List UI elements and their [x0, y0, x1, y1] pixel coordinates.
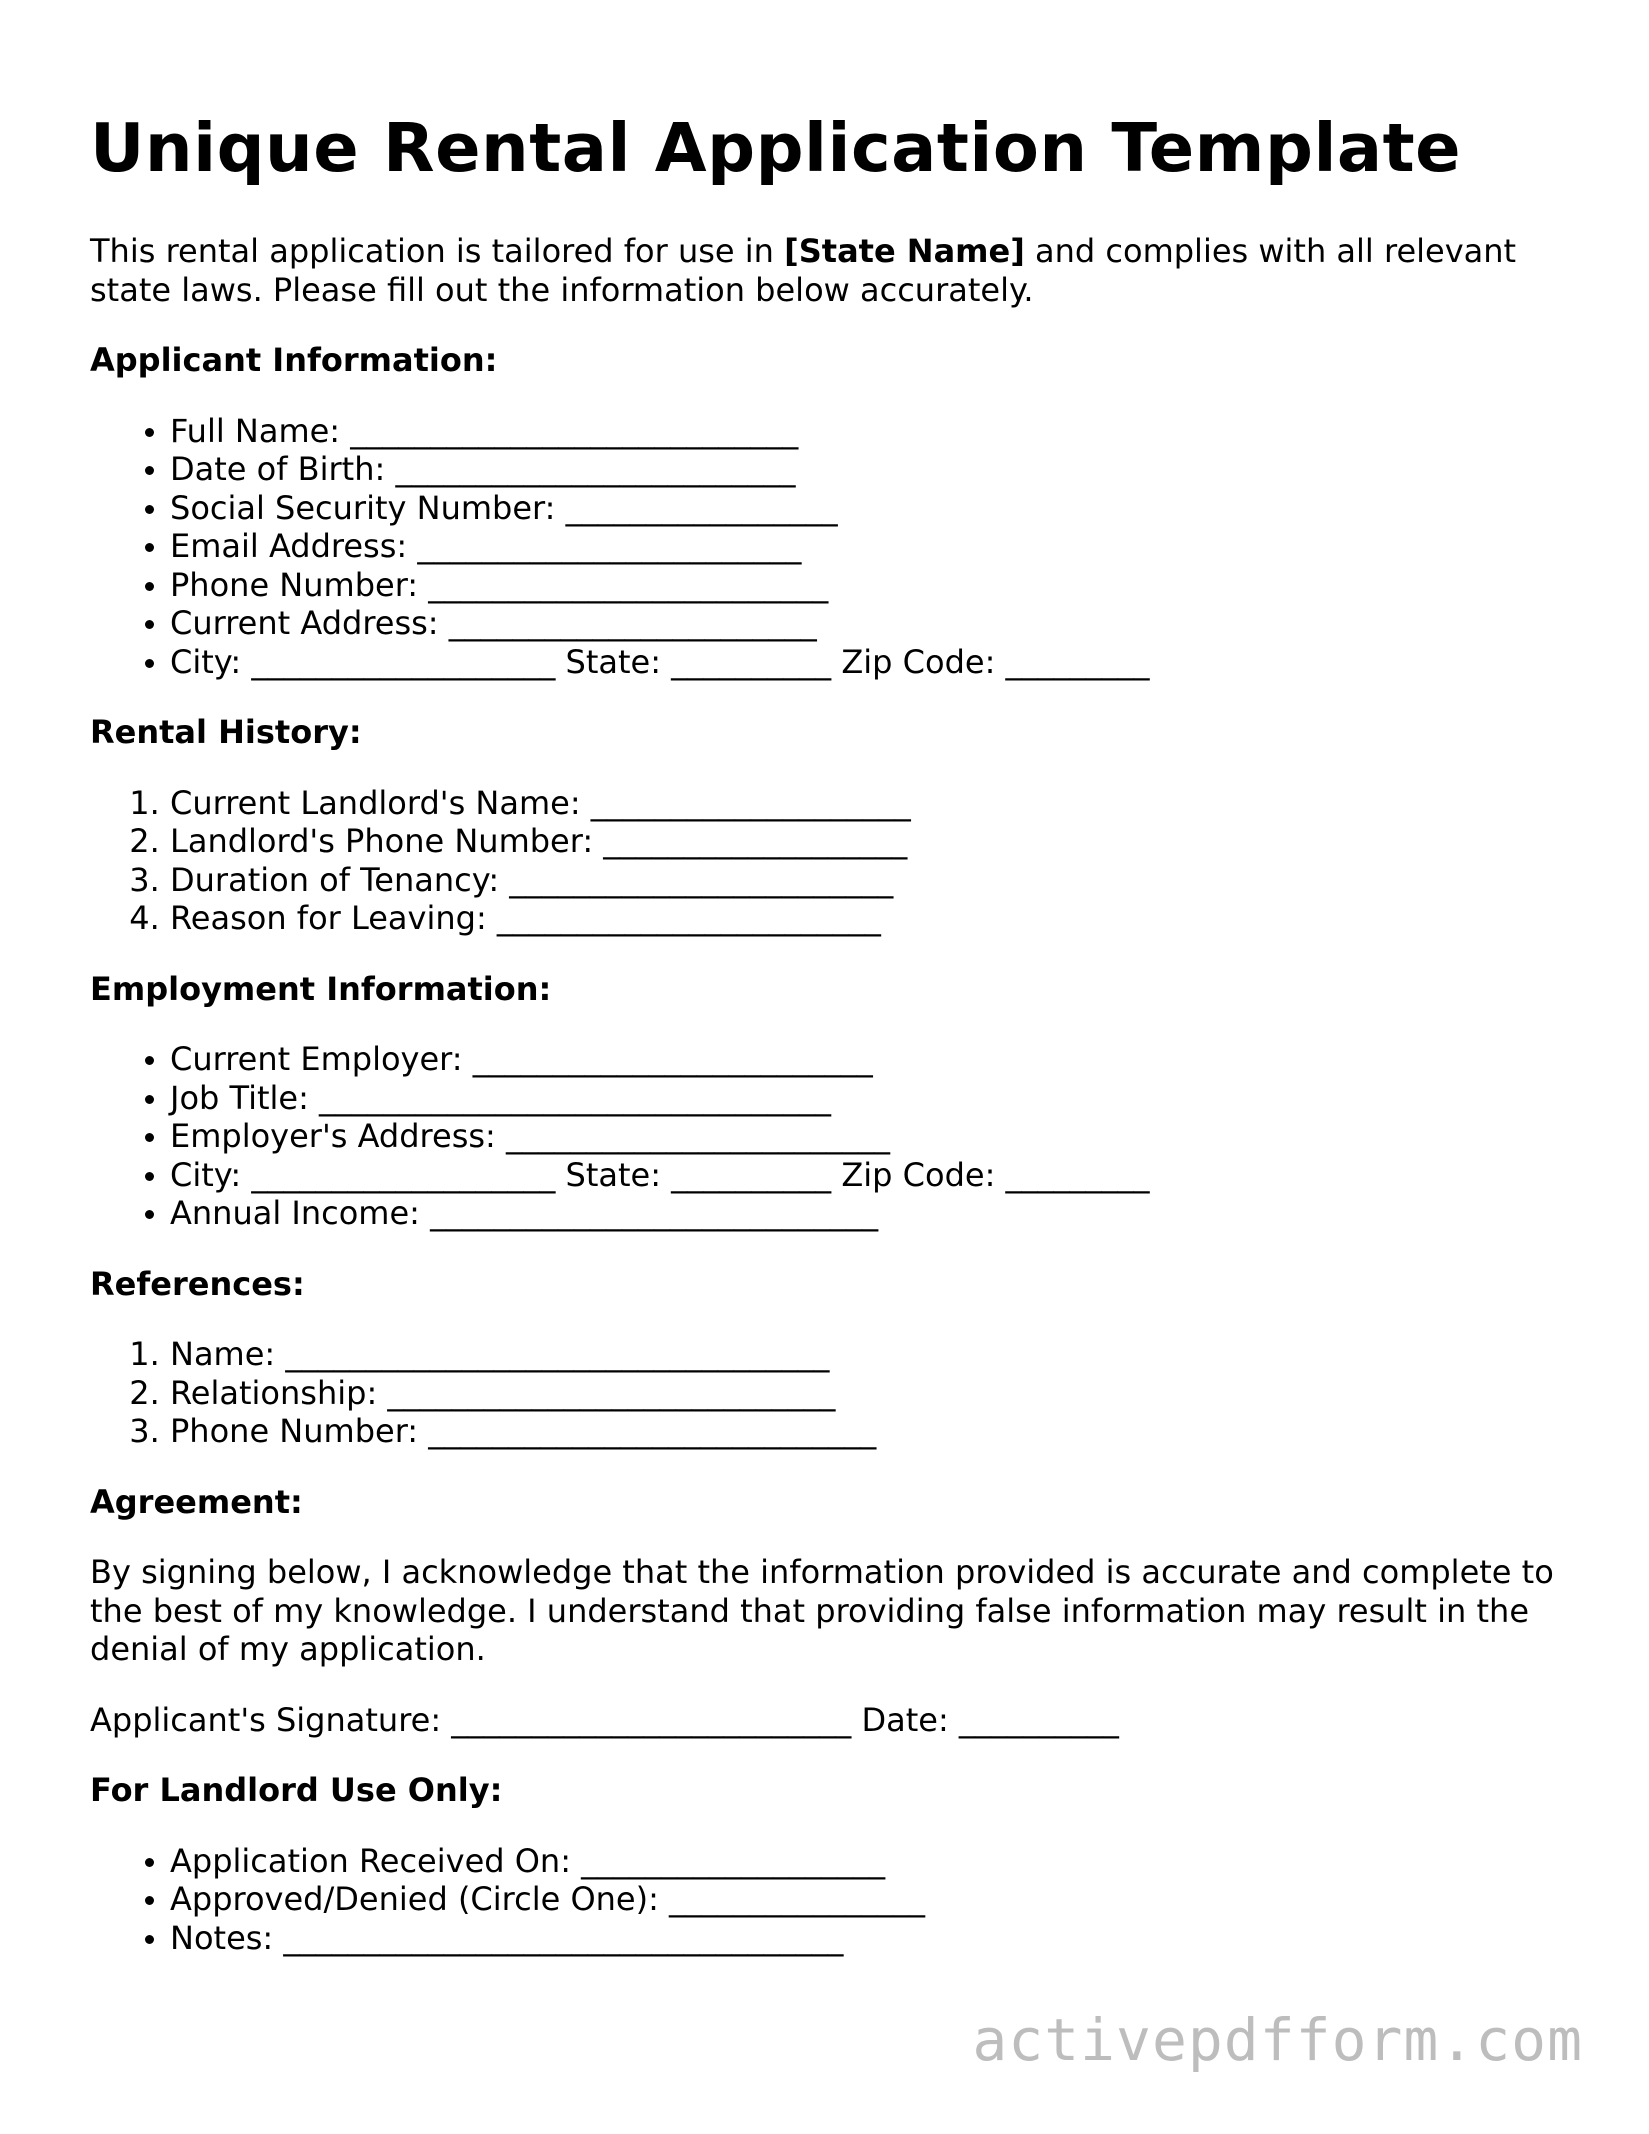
- field-current-employer[interactable]: • Current Employer: _________________________: [170, 1040, 1570, 1079]
- field-city-state-zip[interactable]: • City: ___________________ State: __________ Zip Code: _________: [170, 643, 1570, 682]
- field-employer-city-state-zip[interactable]: • City: ___________________ State: __________ Zip Code: _________: [170, 1156, 1570, 1195]
- applicant-info-list: [90, 412, 1570, 682]
- field-employer-address[interactable]: • Employer's Address: ________________________: [170, 1117, 1570, 1156]
- intro-text-before: This rental application is tailored for use in: [90, 232, 785, 270]
- field-landlord-phone[interactable]: 2. Landlord's Phone Number: ___________________: [170, 822, 1570, 861]
- field-ssn[interactable]: • Social Security Number: _________________: [170, 489, 1570, 528]
- field-phone[interactable]: • Phone Number: _________________________: [170, 566, 1570, 605]
- field-reference-name[interactable]: 1. Name: __________________________________: [170, 1335, 1570, 1374]
- landlord-use-list: [90, 1842, 1570, 1958]
- agreement-heading: Agreement:: [90, 1482, 303, 1521]
- field-landlord-name[interactable]: 1. Current Landlord's Name: ____________________: [170, 784, 1570, 823]
- applicant-info-heading: Applicant Information:: [90, 341, 498, 379]
- field-full-name[interactable]: • Full Name: ____________________________: [170, 412, 1570, 451]
- references-heading: References:: [90, 1264, 305, 1303]
- field-annual-income[interactable]: • Annual Income: ____________________________: [170, 1194, 1570, 1233]
- field-reason-for-leaving[interactable]: 4. Reason for Leaving: ________________________: [170, 899, 1570, 938]
- field-approved-denied[interactable]: • Approved/Denied (Circle One): ________________: [170, 1880, 1570, 1919]
- field-reference-relationship[interactable]: 2. Relationship: ____________________________: [170, 1374, 1570, 1413]
- landlord-use-heading: For Landlord Use Only:: [90, 1771, 503, 1809]
- field-tenancy-duration[interactable]: 3. Duration of Tenancy: ________________________: [170, 861, 1570, 900]
- employment-heading: Employment Information:: [90, 969, 552, 1008]
- field-notes[interactable]: • Notes: ___________________________________: [170, 1919, 1570, 1958]
- field-application-received[interactable]: • Application Received On: ___________________: [170, 1842, 1570, 1881]
- rental-history-list: [90, 784, 1570, 938]
- field-current-address[interactable]: • Current Address: _______________________: [170, 604, 1570, 643]
- field-email[interactable]: • Email Address: ________________________: [170, 527, 1570, 566]
- intro-paragraph: [90, 232, 1570, 309]
- page-title: Unique Rental Application Template: [90, 109, 1462, 187]
- document-page: [90, 108, 1570, 1989]
- field-reference-phone[interactable]: 3. Phone Number: ____________________________: [170, 1412, 1570, 1451]
- employment-list: [90, 1040, 1570, 1233]
- field-date-of-birth[interactable]: • Date of Birth: _________________________: [170, 450, 1570, 489]
- references-list: [90, 1335, 1570, 1451]
- state-name-placeholder: [State Name]: [784, 232, 1025, 270]
- intro-text-after: and complies with all relevant state laws. Please fill out the information below accurately.: [90, 232, 1517, 309]
- signature-date-line[interactable]: Applicant's Signature: _________________________ Date: __________: [90, 1700, 1119, 1739]
- rental-history-heading: Rental History:: [90, 713, 362, 751]
- watermark-logo: activepdfform.com: [972, 2006, 1583, 2074]
- agreement-text: By signing below, I acknowledge that the information provided is accurate and complete to the best of my knowledge. I understand that providing false information may result in the denial of my application.: [90, 1553, 1554, 1668]
- field-job-title[interactable]: • Job Title: ________________________________: [170, 1079, 1570, 1118]
